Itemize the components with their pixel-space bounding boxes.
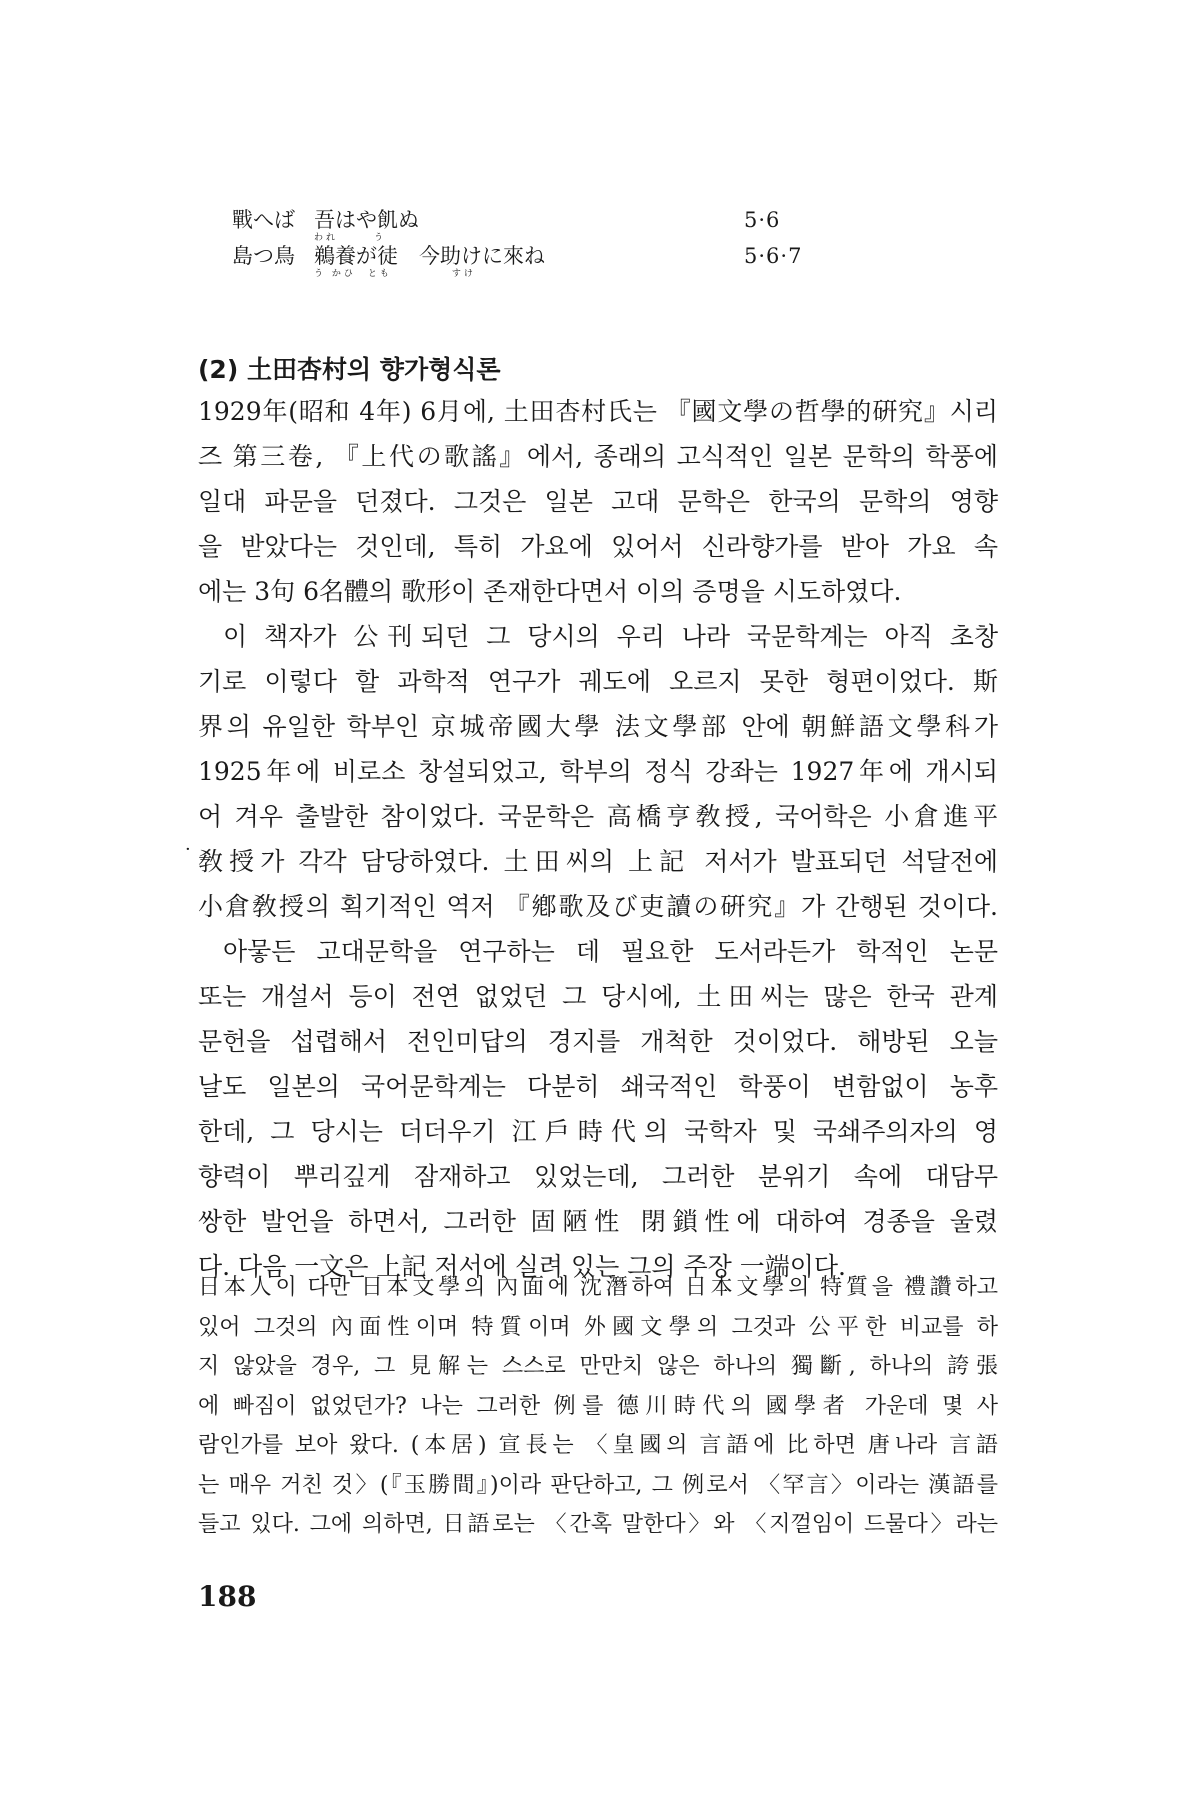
verse-body: 鵜養が徒 今助けに來ね [314,244,545,268]
text-line: 쌍한 발언을 하면서, 그러한 固陋性 閉鎖性에 대하여 경종을 울렸 [198,1207,998,1236]
section-heading: (2) 土田杏村의 향가형식론 [198,355,501,384]
text-line: 향력이 뿌리깊게 잠재하고 있었는데, 그러한 분위기 속에 대담무 [198,1162,998,1191]
quote-line: 지 않았을 경우, 그 見解는 스스로 만만치 않은 하나의 獨斷, 하나의 誇張 [198,1354,998,1379]
verse-syllable-count: 5·6·7 [744,244,803,268]
paragraph-3 [198,929,998,1289]
text-line: 敎授가 각각 담당하였다. 土田씨의 上記 저서가 발표되던 석달전에 [198,847,998,876]
text-line: 일대 파문을 던졌다. 그것은 일본 고대 문학은 한국의 문학의 영향 [198,487,998,516]
verse-ruby: う かひ とも すけ [314,269,476,279]
quote-line: 람인가를 보아 왔다. (本居) 宣長는 〈皇國의 言語에 比하면 唐나라 言語 [198,1433,998,1458]
block-quotation [198,1268,998,1545]
text-line: 문헌을 섭렵해서 전인미답의 경지를 개척한 것이었다. 해방된 오늘 [198,1027,998,1056]
margin-mark: · [185,839,191,860]
verse-syllable-count: 5·6 [744,208,781,232]
text-line: 기로 이렇다 할 과학적 연구가 궤도에 오르지 못한 형편이었다. 斯 [198,667,998,696]
text-line: 다. 다음 一文은 上記 저서에 실려 있는 그의 주장 一端이다. [198,1252,846,1281]
quote-line: 들고 있다. 그에 의하면, 日語로는 〈간혹 말한다〉와 〈지껄임이 드물다〉라는 [198,1512,998,1537]
text-line: 에는 3句 6名體의 歌形이 존재한다면서 이의 증명을 시도하였다. [198,577,902,606]
text-line: 또는 개설서 등이 전연 없었던 그 당시에, 土田씨는 많은 한국 관계 [198,982,998,1011]
quote-line: 에 빠짐이 없었던가? 나는 그러한 例를 德川時代의 國學者 가운데 몇 사 [198,1393,998,1419]
text-line: 界의 유일한 학부인 京城帝國大學 法文學部 안에 朝鮮語文學科가 [198,712,998,741]
verse-head: 島つ鳥 [232,244,295,268]
text-line: 날도 일본의 국어문학계는 다분히 쇄국적인 학풍이 변함없이 농후 [198,1072,998,1101]
text-line: 을 받았다는 것인데, 특히 가요에 있어서 신라향가를 받아 가요 속 [198,532,998,561]
text-line: 한데, 그 당시는 더더우기 江戶時代의 국학자 및 국쇄주의자의 영 [198,1117,998,1146]
text-line: 小倉敎授의 획기적인 역저 『鄕歌及び吏讀の硏究』가 간행된 것이다. [198,892,998,921]
text-line: 이 책자가 公刊되던 그 당시의 우리 나라 국문학계는 아직 초창 [223,622,998,651]
text-line: 어 겨우 출발한 참이었다. 국문학은 高橋亨敎授, 국어학은 小倉進平 [198,802,998,831]
quote-line: 日本人이 다만 日本文學의 內面에 沈潛하여 日本文學의 特質을 禮讚하고 [198,1275,998,1300]
text-line: 아뭏든 고대문학을 연구하는 데 필요한 도서라든가 학적인 논문 [223,937,998,966]
text-line: 1925年에 비로소 창설되었고, 학부의 정식 강좌는 1927年에 개시되 [198,757,998,786]
text-line: 즈 第三卷, 『上代の歌謠』에서, 종래의 고식적인 일본 문학의 학풍에 [198,442,998,471]
quote-line: 는 매우 거친 것〉(『玉勝間』)이라 판단하고, 그 例로서 〈罕言〉이라는 漢語를 [198,1472,998,1498]
verse-head: 戰へば [232,208,295,232]
text-line: 1929年(昭和 4年) 6月에, 土田杏村氏는 『國文學の哲學的硏究』시리 [198,397,998,426]
verse-ruby: われ う [314,233,387,243]
quote-line: 있어 그것의 內面性이며 特質이며 外國文學의 그것과 公平한 비교를 하 [198,1314,998,1340]
page-number: 188 [198,1580,257,1613]
paragraph-2 [198,614,998,929]
paragraph-1 [198,389,998,614]
verse-body: 吾はや飢ぬ [314,208,419,232]
